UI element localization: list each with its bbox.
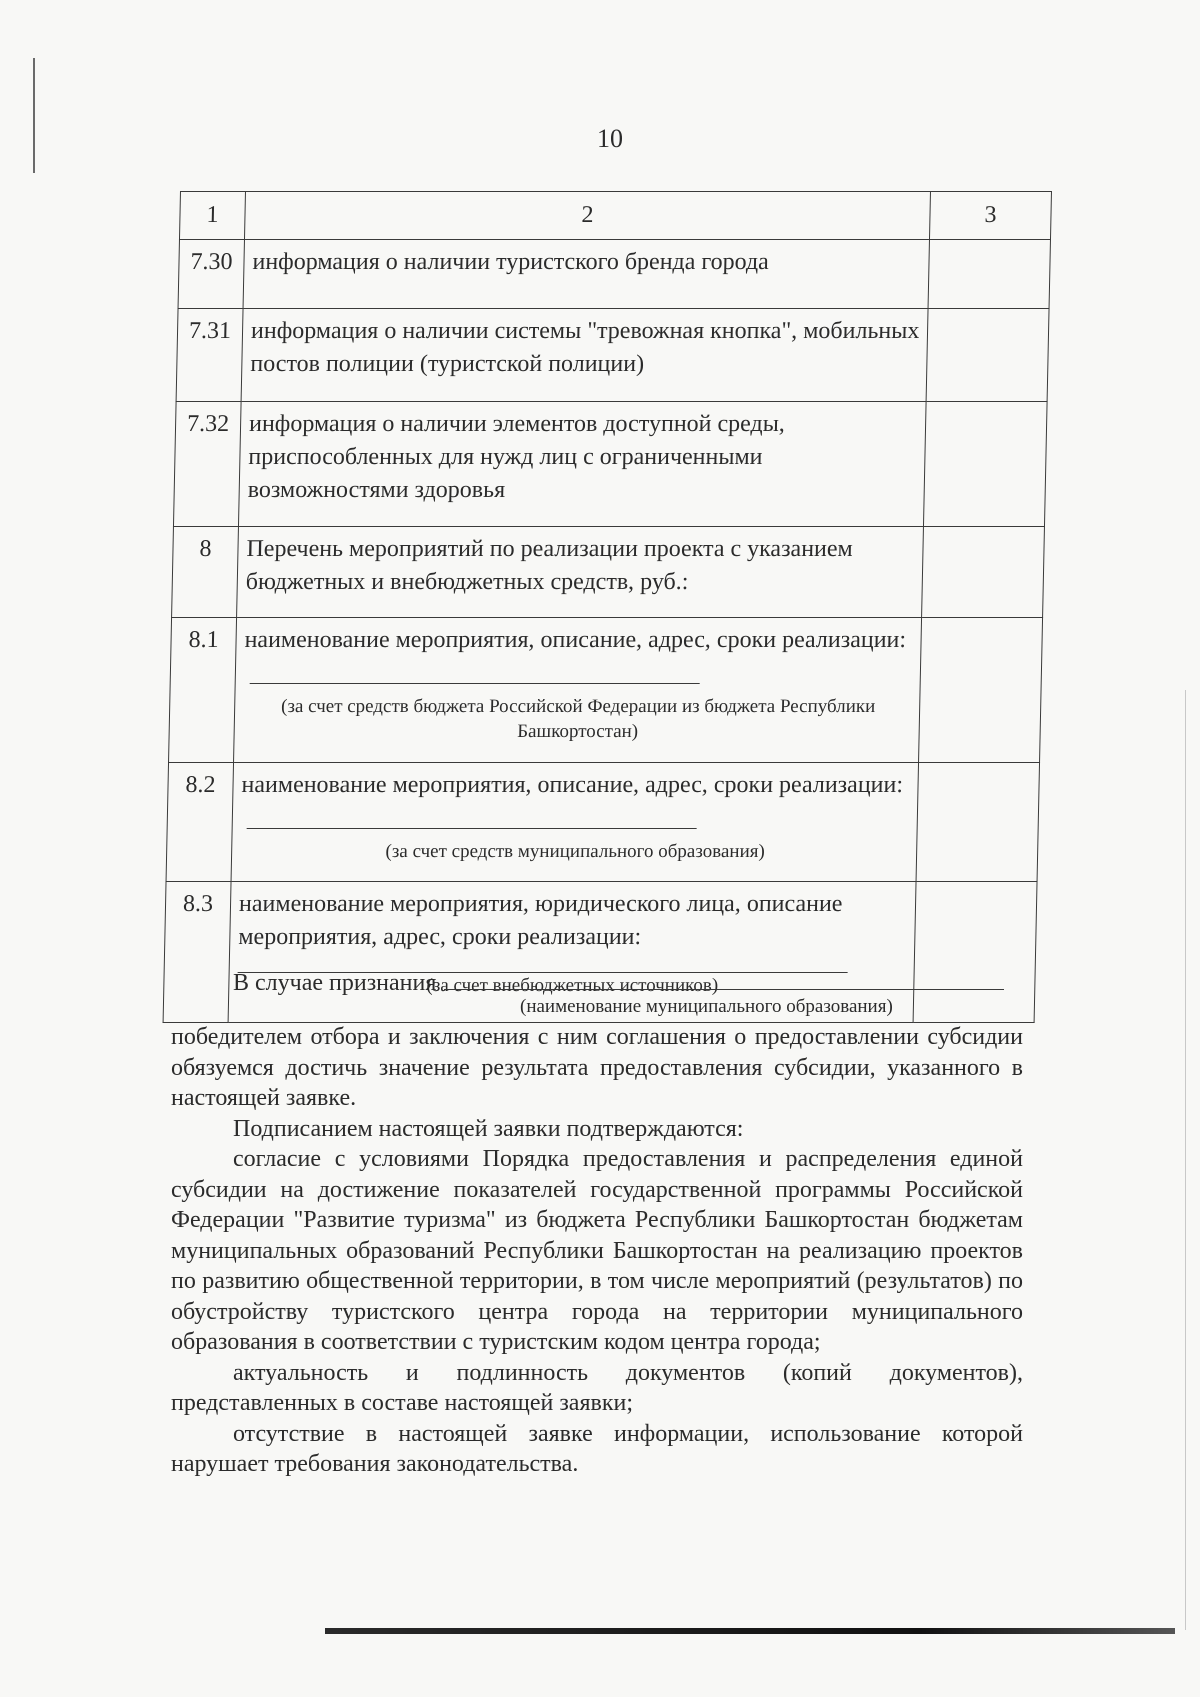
scan-bottom-bar bbox=[325, 1628, 1175, 1634]
row-value-cell[interactable] bbox=[926, 309, 1049, 402]
row-value-cell[interactable] bbox=[923, 402, 1047, 527]
row-text: информация о наличии туристского бренда города bbox=[243, 240, 929, 309]
row-number: 8.3 bbox=[163, 882, 231, 1023]
row-number: 8 bbox=[172, 527, 239, 618]
row-text: наименование мероприятия, описание, адрес, сроки реализации: bbox=[241, 772, 904, 798]
row-text: Перечень мероприятий по реализации проекта с указанием бюджетных и внебюджетных средств, руб.: bbox=[237, 527, 924, 618]
table-row bbox=[178, 240, 1050, 309]
fill-in-line[interactable] bbox=[250, 657, 701, 684]
table-row bbox=[176, 309, 1049, 402]
table-row bbox=[166, 763, 1039, 882]
case-prefix: В случае признания bbox=[233, 970, 437, 996]
paragraph-2: Подписанием настоящей заявки подтверждаются: bbox=[233, 1115, 744, 1142]
row-value-cell[interactable] bbox=[928, 240, 1050, 309]
header-cell-3: 3 bbox=[929, 192, 1051, 240]
table-row bbox=[172, 527, 1045, 618]
row-note: (за счет средств муниципального образования) bbox=[385, 841, 766, 862]
row-number: 8.2 bbox=[166, 763, 233, 882]
row-number: 8.1 bbox=[169, 618, 237, 763]
header-cell-1: 1 bbox=[179, 192, 245, 240]
table-row bbox=[169, 618, 1043, 763]
row-value-cell[interactable] bbox=[922, 527, 1045, 618]
header-cell-2: 2 bbox=[244, 192, 930, 240]
row-number: 7.31 bbox=[176, 309, 243, 402]
row-number: 7.32 bbox=[173, 402, 241, 527]
row-text-cell bbox=[231, 763, 918, 882]
row-value-cell[interactable] bbox=[913, 882, 1037, 1023]
row-text: информация о наличии системы "тревожная кнопка", мобильных постов полиции (туристской полиции) bbox=[241, 309, 928, 402]
row-note: (за счет внебюджетных источников) bbox=[426, 975, 719, 996]
paragraph-4: актуальность и подлинность документов (копий документов), представленных в составе настоящей заявки; bbox=[171, 1359, 1023, 1416]
application-table bbox=[163, 191, 1052, 1023]
case-note: (наименование муниципального образования) bbox=[520, 996, 893, 1017]
row-text: наименование мероприятия, юридического лица, описание мероприятия, адрес, сроки реализации: bbox=[238, 891, 843, 950]
scan-edge-left bbox=[33, 58, 35, 173]
row-number: 7.30 bbox=[178, 240, 244, 309]
body-text bbox=[171, 1022, 1023, 1480]
table-header-row bbox=[179, 192, 1051, 240]
table-row bbox=[173, 402, 1047, 527]
row-text-cell bbox=[234, 618, 922, 763]
paragraph-1: победителем отбора и заключения с ним соглашения о предоставлении субсидии обязуемся достичь значение результата предоставления субсидии, указанного в настоящей заявке. bbox=[171, 1024, 1023, 1111]
page-number: 10 bbox=[597, 124, 623, 153]
scan-edge-right bbox=[1185, 690, 1186, 1630]
row-value-cell[interactable] bbox=[919, 618, 1043, 763]
case-line bbox=[233, 965, 1004, 999]
fill-in-line[interactable] bbox=[247, 802, 698, 829]
paragraph-3: согласие с условиями Порядка предоставления и распределения единой субсидии на достижение показателей государственной программы Российской Федерации "Развитие туризма" из бюджета Республики Башкортостан бюджетам муниципальных образований Республики Башкортостан на реализацию проектов по развитию общественной территории, в том числе мероприятий (результатов) по обустройству туристского центра города на территории муниципального образования в соответствии с туристским кодом центра города; bbox=[171, 1146, 1023, 1355]
municipality-fill-line[interactable] bbox=[444, 965, 1004, 990]
paragraph-5: отсутствие в настоящей заявке информации, использование которой нарушает требования законодательства. bbox=[171, 1420, 1023, 1477]
row-value-cell[interactable] bbox=[916, 763, 1039, 882]
row-text: информация о наличии элементов доступной среды, приспособленных для нужд лиц с ограниченными возможностями здоровья bbox=[238, 402, 926, 527]
row-text: наименование мероприятия, описание, адрес, сроки реализации: bbox=[244, 627, 907, 653]
row-note: (за счет средств бюджета Российской Федерации из бюджета Республики Башкортостан) bbox=[280, 696, 876, 742]
